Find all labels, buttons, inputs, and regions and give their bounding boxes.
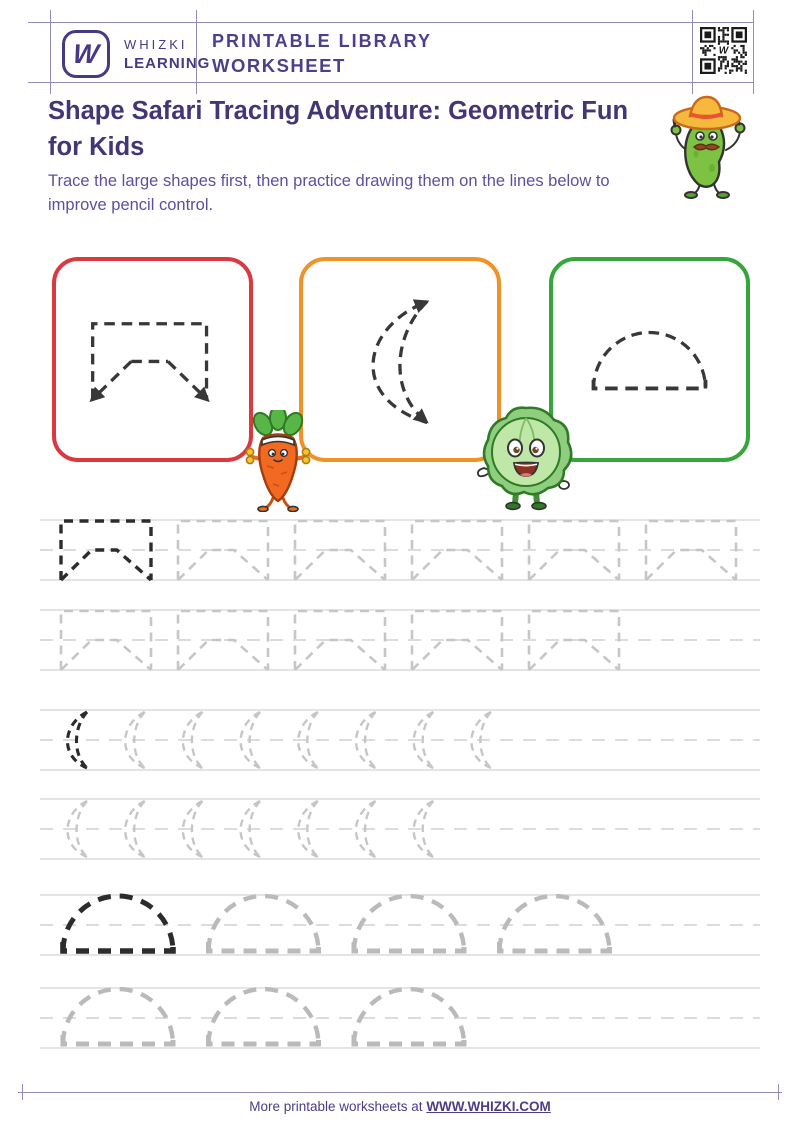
instructions-text: Trace the large shapes first, then practice drawing them on the lines below to improve pencil control. <box>48 172 610 214</box>
whizki-logo <box>62 30 110 78</box>
tracing-row-crescent <box>40 796 760 867</box>
header-top-rule <box>28 22 753 23</box>
cabbage-mascot <box>474 400 578 512</box>
header-bottom-rule <box>28 82 753 83</box>
tracing-row-notched-square <box>40 517 760 588</box>
footer-text <box>0 1099 800 1114</box>
traceable-shape-semicircle <box>553 261 746 458</box>
traceable-shape-crescent <box>303 261 497 458</box>
tracing-row-notched-square <box>40 607 760 678</box>
trim-mark <box>196 10 197 94</box>
carrot-mascot <box>243 410 313 512</box>
shape-card-notched-square <box>52 257 253 462</box>
header-doc-type: WORKSHEET <box>212 55 346 76</box>
trim-mark <box>778 1084 779 1100</box>
footer-website-link[interactable]: WWW.WHIZKI.COM <box>426 1099 551 1114</box>
header-kicker: PRINTABLE LIBRARY <box>212 31 432 51</box>
shape-card-semicircle <box>549 257 750 462</box>
svg-text:W: W <box>718 45 729 57</box>
brand-subtitle: LEARNING <box>124 55 211 72</box>
chili-pepper-mascot <box>652 92 764 200</box>
trim-mark <box>50 10 51 94</box>
footer-rule <box>18 1092 782 1093</box>
brand-name: WHIZKI <box>124 37 188 52</box>
trim-mark <box>753 10 754 94</box>
trim-mark <box>22 1084 23 1100</box>
footer-label: More printable worksheets at <box>249 1099 427 1114</box>
tracing-row-crescent <box>40 707 760 778</box>
page-title: Shape Safari Tracing Adventure: Geometric Fun for Kids <box>48 97 629 161</box>
qr-code <box>700 27 747 74</box>
tracing-row-semicircle <box>40 892 760 963</box>
shape-card-crescent <box>299 257 501 462</box>
logo-monogram-icon: W <box>71 38 101 69</box>
trim-mark <box>692 10 693 94</box>
traceable-shape-notched-square <box>56 261 249 458</box>
tracing-row-semicircle <box>40 985 760 1056</box>
